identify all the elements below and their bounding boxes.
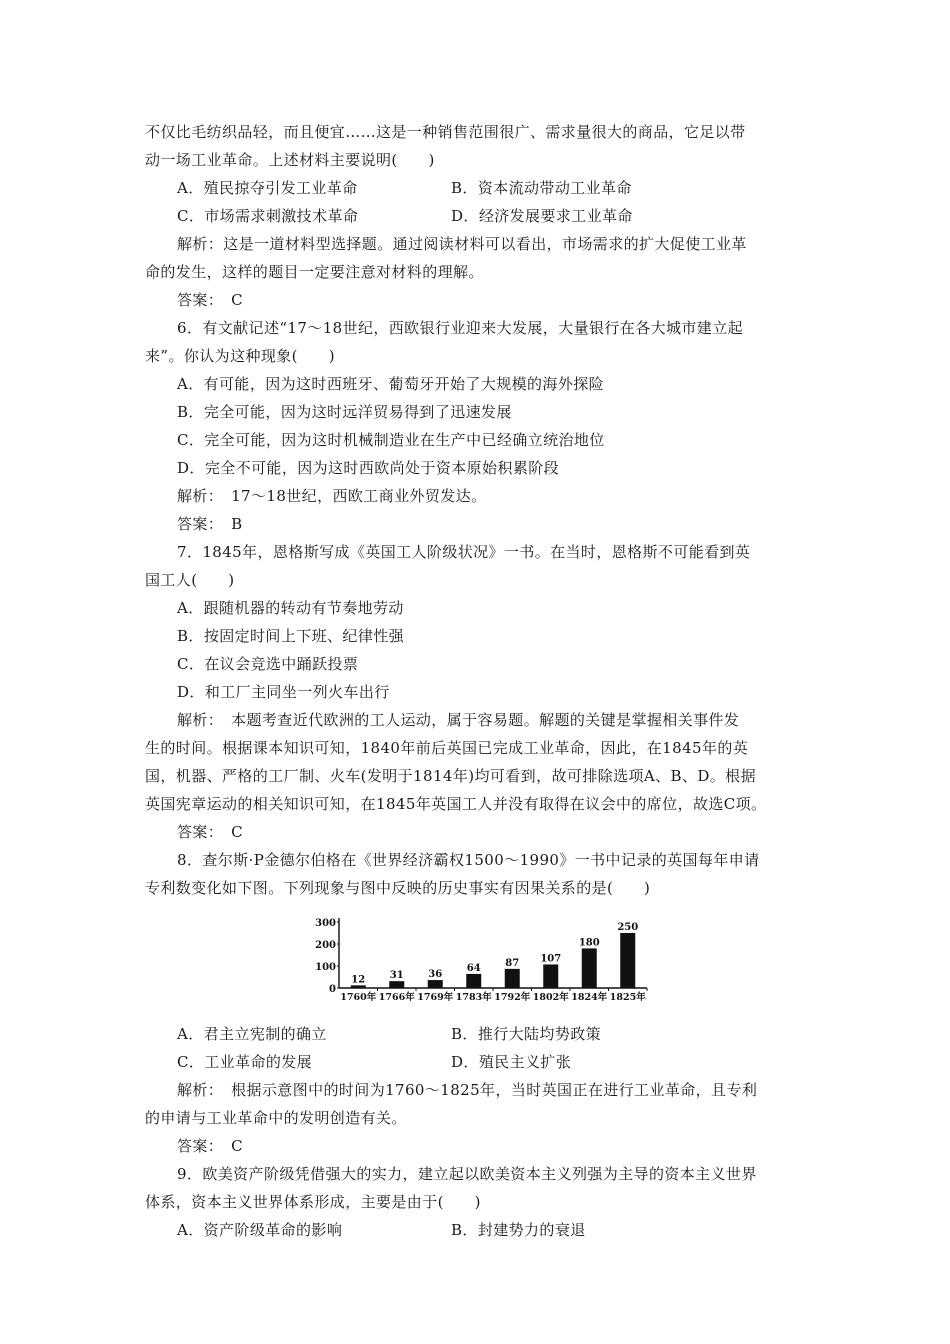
q6-option-c: C．完全可能，因为这时机械制造业在生产中已经确立统治地位 <box>177 431 605 449</box>
q7-option-a: A．跟随机器的转动有节奏地劳动 <box>177 599 404 617</box>
q8-option-a: A．君主立宪制的确立 <box>177 1025 327 1043</box>
q5-analysis-line-2: 命的发生，这样的题目一定要注意对材料的理解。 <box>145 263 484 281</box>
q9-options-row-1 <box>145 1216 813 1244</box>
q5-option-b: B．资本流动带动工业革命 <box>451 179 632 197</box>
q7-answer: 答案： C <box>177 823 243 841</box>
q8-options-row-2 <box>145 1048 813 1076</box>
bar-5 <box>543 964 558 988</box>
q9-option-b: B．封建势力的衰退 <box>451 1221 586 1239</box>
q5-stem-line-1: 不仅比毛纺织品轻，而且便宜……这是一种销售范围很广、需求量很大的商品，它足以带 <box>145 123 746 141</box>
data-label-1: 31 <box>389 970 404 982</box>
q6-stem-line-2: 来”。你认为这种现象( ) <box>145 347 335 365</box>
q8-option-c: C．工业革命的发展 <box>177 1053 313 1071</box>
q6-answer: 答案： B <box>177 515 243 533</box>
q9-stem-line-2: 体系，资本主义世界体系形成，主要是由于( ) <box>145 1193 481 1211</box>
q5-option-c: C．市场需求刺激技术革命 <box>177 207 359 225</box>
y-tick-label-300: 300 <box>315 918 336 929</box>
x-tick-label-1: 1766年 <box>378 992 415 1003</box>
q6-option-a: A．有可能，因为这时西班牙、葡萄牙开始了大规模的海外探险 <box>177 375 605 393</box>
bar-3 <box>466 974 481 988</box>
q5-options-row-1 <box>145 174 813 202</box>
q6-analysis: 解析： 17～18世纪，西欧工商业外贸发达。 <box>177 487 487 505</box>
x-tick-label-6: 1824年 <box>571 992 608 1003</box>
q8-stem-line-1: 8．查尔斯·P金德尔伯格在《世界经济霸权1500～1990》一书中记录的英国每年申请 <box>177 851 760 869</box>
data-label-2: 36 <box>428 969 443 981</box>
q7-option-d: D．和工厂主同坐一列火车出行 <box>177 683 390 701</box>
q5-option-a: A．殖民掠夺引发工业革命 <box>177 179 358 197</box>
patent-chart-container <box>145 902 813 1020</box>
q8-analysis-line-2: 的申请与工业革命中的发明创造有关。 <box>145 1109 407 1127</box>
bar-2 <box>428 980 443 988</box>
q5-analysis-line-1: 解析：这是一道材料型选择题。通过阅读材料可以看出，市场需求的扩大促使工业革 <box>177 235 747 253</box>
q7-option-b: B．按固定时间上下班、纪律性强 <box>177 627 405 645</box>
document-body <box>145 118 813 1244</box>
q9-stem-line-1: 9．欧美资产阶级凭借强大的实力，建立起以欧美资本主义列强为主导的资本主义世界 <box>177 1165 757 1183</box>
q5-option-d: D．经济发展要求工业革命 <box>451 207 633 225</box>
bar-4 <box>505 969 520 988</box>
q8-stem-line-2: 专利数变化如下图。下列现象与图中反映的历史事实有因果关系的是( ) <box>145 879 651 897</box>
q8-option-b: B．推行大陆均势政策 <box>451 1025 602 1043</box>
y-tick-label-200: 200 <box>315 940 336 951</box>
q8-analysis-line-1: 解析： 根据示意图中的时间为1760～1825年，当时英国正在进行工业革命，且专利 <box>177 1081 758 1099</box>
x-tick-label-4: 1792年 <box>494 992 531 1003</box>
q6-option-b: B．完全可能，因为这时远洋贸易得到了迅速发展 <box>177 403 512 421</box>
q6-stem-line-1: 6．有文献记述“17～18世纪，西欧银行业迎来大发展，大量银行在各大城市建立起 <box>177 319 743 337</box>
q5-answer: 答案： C <box>177 291 243 309</box>
bar-6 <box>582 948 597 988</box>
q7-analysis-line-4: 英国宪章运动的相关知识可知，在1845年英国工人并没有取得在议会中的席位，故选C项。 <box>145 795 767 813</box>
x-tick-label-5: 1802年 <box>532 992 569 1003</box>
x-tick-label-7: 1825年 <box>609 992 646 1003</box>
x-tick-label-0: 1760年 <box>340 992 377 1003</box>
q7-option-c: C．在议会竞选中踊跃投票 <box>177 655 359 673</box>
q7-stem-line-1: 7．1845年，恩格斯写成《英国工人阶级状况》一书。在当时，恩格斯不可能看到英 <box>177 543 751 561</box>
bar-1 <box>389 981 404 988</box>
data-label-3: 64 <box>466 962 481 974</box>
bar-7 <box>620 933 635 988</box>
q7-analysis-line-2: 生的时间。根据课本知识可知，1840年前后英国已完成工业革命，因此，在1845年的英 <box>145 739 749 757</box>
q5-options-row-2 <box>145 202 813 230</box>
x-tick-label-3: 1783年 <box>455 992 492 1003</box>
q9-option-a: A．资产阶级革命的影响 <box>177 1221 343 1239</box>
bar-0 <box>351 985 366 988</box>
data-label-5: 107 <box>540 953 562 965</box>
y-tick-label-100: 100 <box>315 962 336 973</box>
data-label-7: 250 <box>617 922 639 933</box>
q7-stem-line-2: 国工人( ) <box>145 571 235 589</box>
data-label-0: 12 <box>351 974 366 986</box>
q8-answer: 答案： C <box>177 1137 243 1155</box>
q6-option-d: D．完全不可能，因为这时西欧尚处于资本原始积累阶段 <box>177 459 560 477</box>
data-label-6: 180 <box>578 937 600 949</box>
q7-analysis-line-3: 国，机器、严格的工厂制、火车(发明于1814年)均可看到，故可排除选项A、B、D。根据 <box>145 767 756 785</box>
x-tick-label-2: 1769年 <box>417 992 454 1003</box>
q7-analysis-line-1: 解析： 本题考查近代欧洲的工人运动，属于容易题。解题的关键是掌握相关事件发 <box>177 711 740 729</box>
q8-options-row-1 <box>145 1020 813 1048</box>
y-tick-label-0: 0 <box>329 984 336 995</box>
q8-option-d: D．殖民主义扩张 <box>451 1053 572 1071</box>
patent-bar-chart <box>305 908 655 1018</box>
data-label-4: 87 <box>505 957 520 969</box>
q5-stem-line-2: 动一场工业革命。上述材料主要说明( ) <box>145 151 435 169</box>
